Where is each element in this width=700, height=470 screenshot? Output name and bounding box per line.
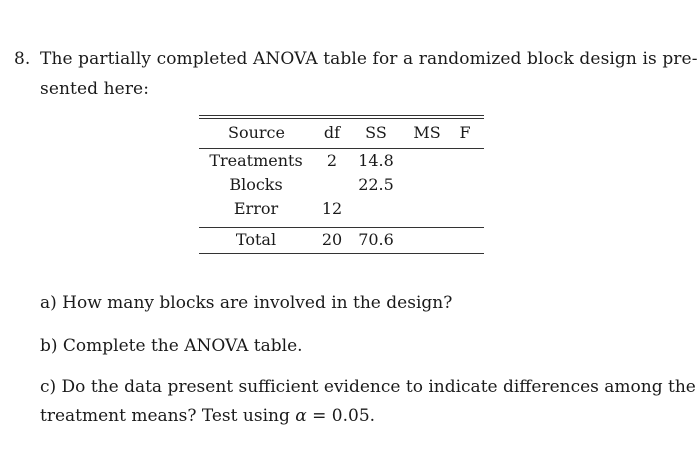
table-bottom-rule — [199, 253, 484, 254]
question-line-2: sented here: — [40, 79, 150, 99]
question-line-1 — [14, 49, 698, 69]
header-source: Source — [228, 123, 285, 142]
header-ms: MS — [413, 123, 441, 142]
table-top-rule — [199, 115, 484, 116]
part-c-line-2-suffix: = 0.05. — [306, 406, 376, 426]
row-treatments-ss: 14.8 — [358, 151, 394, 170]
row-treatments-source: Treatments — [209, 151, 303, 170]
row-treatments-df: 2 — [326, 151, 338, 170]
part-c-line-2-prefix: treatment means? Test using — [40, 406, 296, 426]
question-text-1: The partially completed ANOVA table for a randomized block design is pre- — [40, 49, 698, 69]
row-total-df: 20 — [321, 230, 343, 249]
part-b-question: b) Complete the ANOVA table. — [40, 336, 303, 356]
header-rule — [199, 148, 484, 149]
part-c-question-line-2 — [40, 406, 375, 426]
table-top-rule-2 — [199, 118, 484, 119]
row-blocks-ss: 22.5 — [358, 175, 394, 194]
question-number: 8. — [14, 49, 31, 69]
row-total-source: Total — [235, 230, 277, 249]
row-total-ss: 70.6 — [358, 230, 394, 249]
header-df: df — [323, 123, 341, 142]
part-c-question-line-1: c) Do the data present sufficient evidence to indicate differences among the — [40, 377, 696, 397]
alpha-symbol: α — [295, 406, 307, 426]
part-a-question: a) How many blocks are involved in the design? — [40, 293, 453, 313]
header-f: F — [459, 123, 471, 142]
row-error-df: 12 — [321, 199, 343, 218]
row-error-source: Error — [233, 199, 279, 218]
header-ss: SS — [365, 123, 387, 142]
total-rule — [199, 227, 484, 228]
row-blocks-source: Blocks — [229, 175, 283, 194]
